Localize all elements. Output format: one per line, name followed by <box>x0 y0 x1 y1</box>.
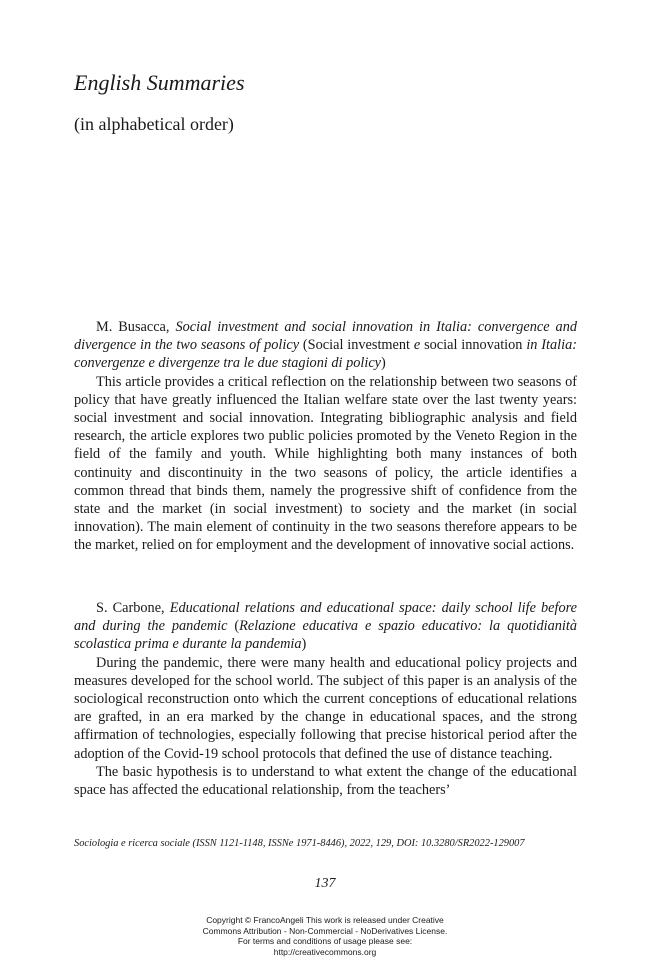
entry-citation <box>74 599 577 654</box>
summary-entry-busacca <box>74 318 577 555</box>
entry-title-it-close: ) <box>381 355 386 372</box>
entry-title-en: Social investment and social innovation in Italia: convergence and divergence in the two seasons of policy <box>74 319 578 354</box>
entry-title-it-e: e <box>413 337 421 354</box>
license-line: For terms and conditions of usage please see: <box>237 936 413 946</box>
entry-title-it-open: (Social investment <box>302 337 411 354</box>
entry-author: M. Busacca, <box>96 319 170 335</box>
page-subtitle: (in alphabetical order) <box>74 114 234 134</box>
summary-entry-carbone <box>74 599 577 799</box>
entry-author: S. Carbone, <box>96 600 165 616</box>
entry-title-it-open: ( <box>234 618 240 635</box>
license-line: Commons Attribution - Non-Commercial - NoDerivatives License. <box>202 925 448 936</box>
entry-citation <box>74 318 577 373</box>
license-line: Copyright © FrancoAngeli This work is released under Creative <box>206 915 444 925</box>
license-notice <box>0 915 650 957</box>
entry-abstract: During the pandemic, there were many health and educational policy projects and measures developed for the school world. The subject of this paper is an analysis of the sociological reconstruction onto which the current conceptions of educational relations are grafted, in an era marked by the change in educational spaces, and the strong affirmation of technologies, especially following that precise historical period after the adoption of the Covid-19 school protocols that defined the use of distance teaching. <box>74 654 577 762</box>
entry-abstract: This article provides a critical reflection on the relationship between two seasons of policy that have greatly influenced the Italian welfare state over the last twenty years: social investment and social innovation. Integrating bibliographic analysis and field research, the article explores two public policies promoted by the Veneto Region in the field of the family and youth. While highlighting both many instances of both continuity and discontinuity in the two seasons of policy, the article identifies a common thread that binds them, namely the progressive shift of confidence from the state and the market (in social investment) to society and the market (in social innovation). The main element of continuity in the two seasons therefore appears to be the market, relied on for employment and the development of innovative social actions. <box>74 373 577 554</box>
license-link[interactable]: http://creativecommons.org <box>273 946 377 957</box>
entry-title-en: Educational relations and educational space: daily school life before and during the pandemic <box>74 600 578 635</box>
entry-abstract-continued: The basic hypothesis is to understand to what extent the change of the educational space has affected the educational relationship, from the teachers’ <box>74 763 577 799</box>
entry-title-it-close: ) <box>301 636 307 653</box>
page-number: 137 <box>314 876 336 891</box>
entry-title-it: Relazione educativa e spazio educativo: la quotidianità scolastica prima e durante la pandemia <box>74 618 578 653</box>
page-title: English Summaries <box>74 70 245 95</box>
journal-citation: Sociologia e ricerca sociale (ISSN 1121-1148, ISSNe 1971-8446), 2022, 129, DOI: 10.3280/SR2022-129007 <box>74 838 525 849</box>
entry-title-it: in Italia: convergenze e divergenze tra le due stagioni di policy <box>74 337 578 372</box>
entry-title-it-mid: social innovation <box>424 337 523 354</box>
